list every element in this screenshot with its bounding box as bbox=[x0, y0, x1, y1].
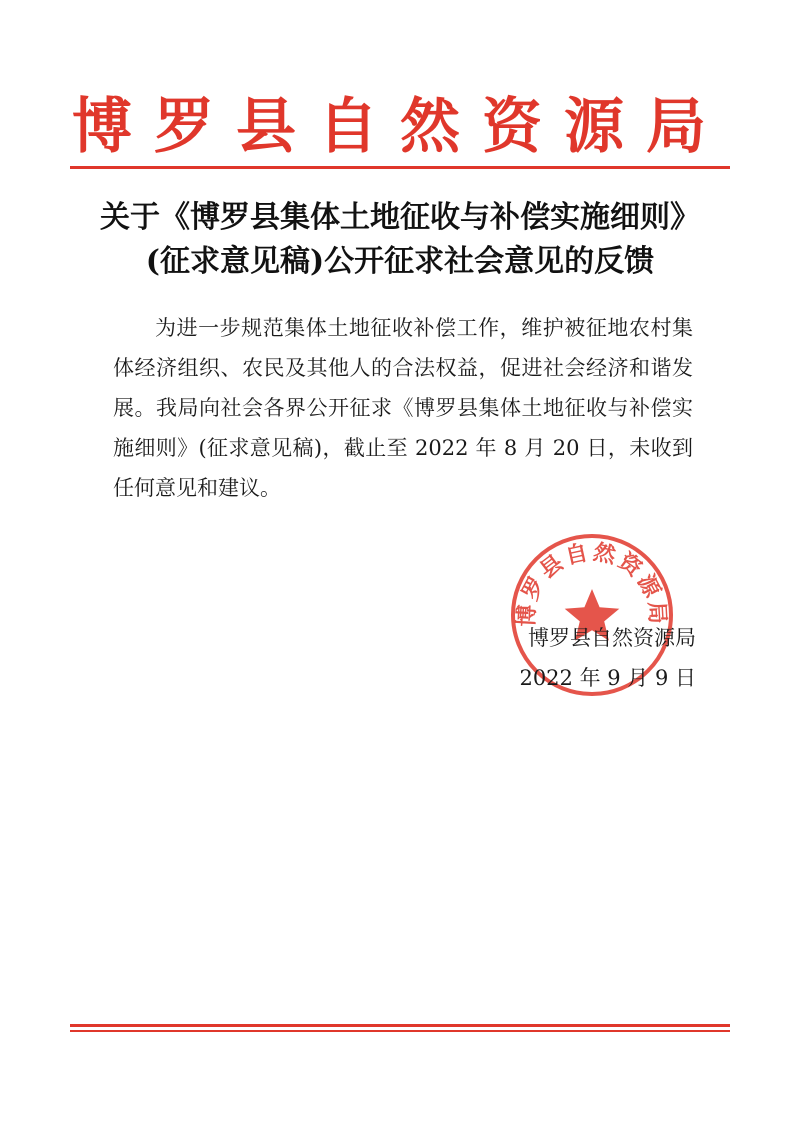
letterhead-org-name: 博罗县自然资源局 bbox=[72, 92, 728, 162]
footer-red-rule-thin bbox=[70, 1030, 730, 1032]
signature-organization: 博罗县自然资源局 bbox=[528, 626, 696, 650]
letterhead-red-rule bbox=[70, 166, 730, 169]
document-title-line-2: (征求意见稿)公开征求社会意见的反馈 bbox=[145, 244, 655, 279]
seal-text: 博罗县自然资源局 bbox=[513, 538, 671, 628]
signature-date: 2022 年 9 月 9 日 bbox=[519, 666, 696, 690]
body-paragraph: 为进一步规范集体土地征收补偿工作，维护被征地农村集体经济组织、农民及其他人的合法权益，促进社会经济和谐发展。我局向社会各界公开征求《博罗县集体土地征收与补偿实施细则》(征求意见稿)，截止至 2022 年 8 月 20 日，未收到任何意见和建议。 bbox=[113, 316, 693, 500]
footer-red-rule-thick bbox=[70, 1024, 730, 1027]
document-title-line-1: 关于《博罗县集体土地征收与补偿实施细则》 bbox=[100, 200, 700, 235]
